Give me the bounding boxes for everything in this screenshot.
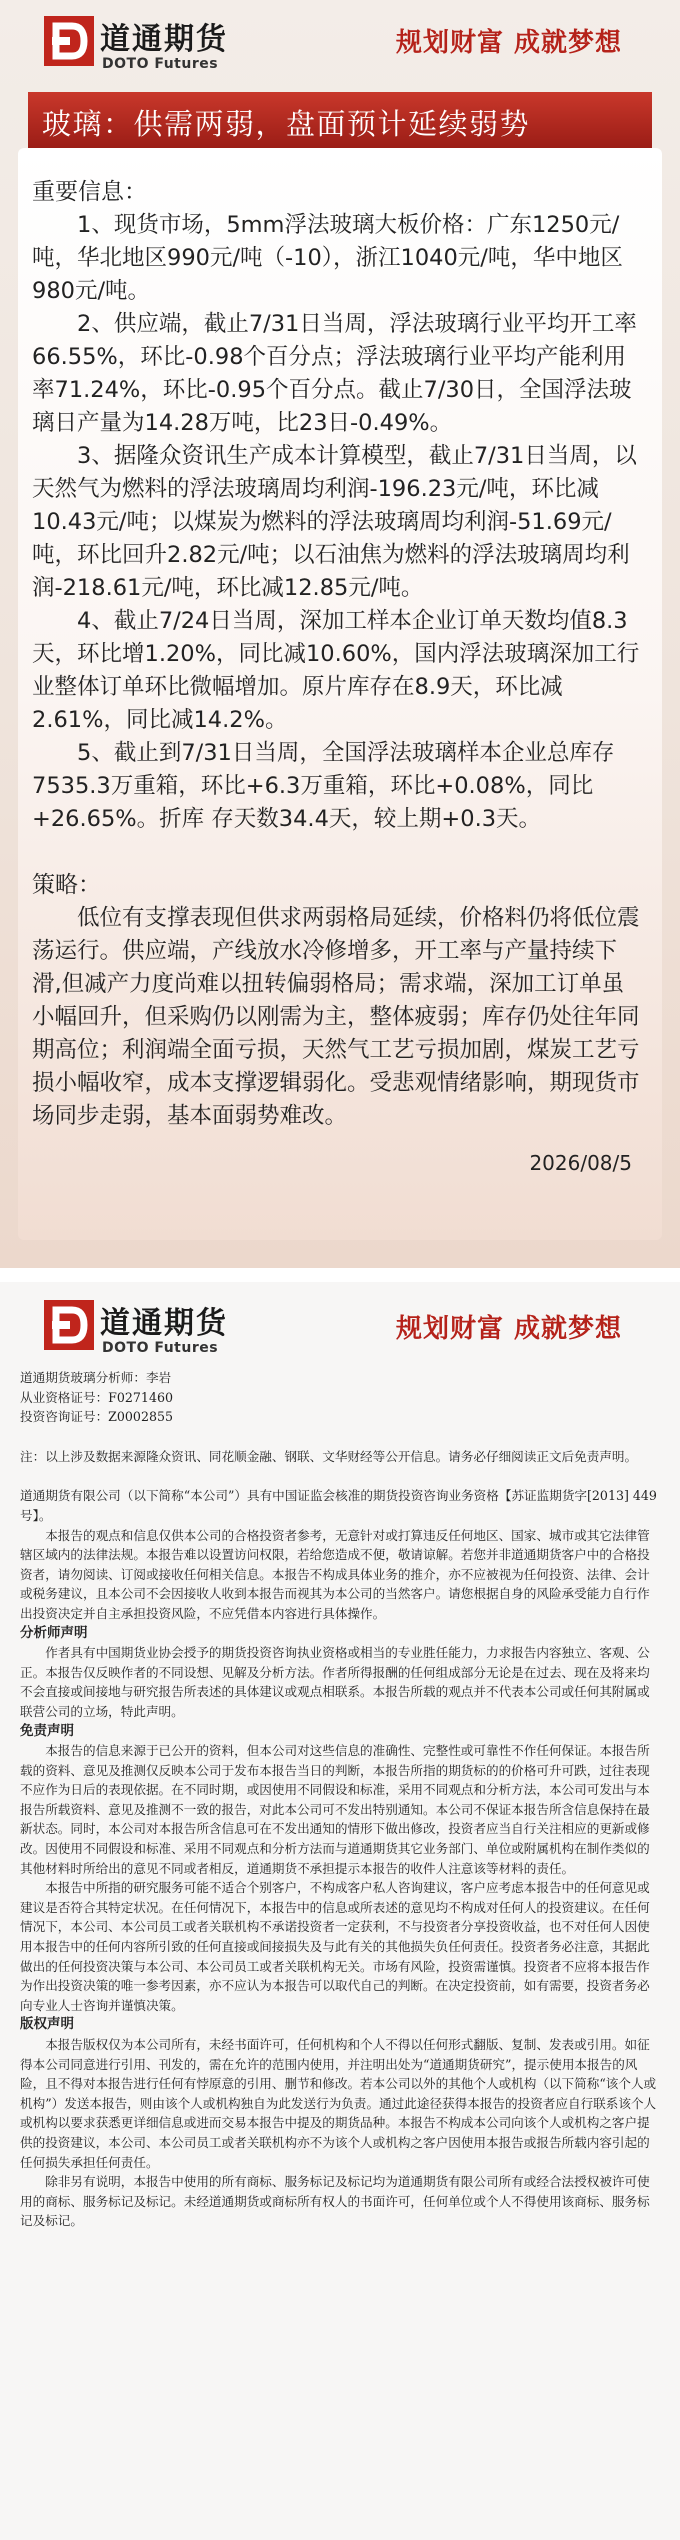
report-date: 2026/08/5 [529,1151,632,1175]
brand-name-cn: 道通期货 [100,1306,228,1341]
company-intro-body: 本报告的观点和信息仅供本公司的合格投资者参考，无意针对或打算违反任何地区、国家、城市或其它法律管辖区域内的法律法规。本报告难以设置访问权限，若给您造成不便，敬请谅解。若您并非道通期货客户中的合格投资者，请勿阅读、订阅或接收任何相关信息。本报告不构成具体业务的推介，亦不应被视为任何投资、法律、会计或税务建议，且本公司不会因接收人收到本报告而视其为本公司的当然客户。请您根据自身的风险承受能力自行作出投资决定并自主承担投资风险，不应凭借本内容进行具体操作。 [20,1527,650,1621]
copyright-text: 本报告版权仅为本公司所有，未经书面许可，任何机构和个人不得以任何形式翻版、复制、发表或引用。如征得本公司同意进行引用、刊发的，需在允许的范围内使用，并注明出处为“道通期货研究”，提示使用本报告的风险，且不得对本报告进行任何有悖原意的引用、删节和修改。若本公司以外的其他个人或机构（以下简称“该个人或机构”）发送本报告，则由该个人或机构独自为此发送行为负责。通过此途径获得本报告的投资者应自行联系该个人或机构以要求获悉更详细信息或进而交易本报告中提及的期货品种。本报告不构成本公司向该个人或机构之客户提供的投资建议，本公司、本公司员工或者关联机构亦不为该个人或机构之客户因使用本报告或报告所载内容引起的任何损失承担任何责任。 [20,2037,657,2170]
doto-logo-icon [44,1300,94,1350]
disclaimer-section [0,1268,680,2540]
analyst-line: 道通期货玻璃分析师：李岩 [20,1370,172,1385]
report-body [32,176,644,1133]
data-source-note: 注：以上涉及数据来源隆众资讯、同花顺金融、钢联、文华财经等公开信息。请务必仔细阅读正文后免责声明。 [20,1448,638,1464]
key-info-heading: 重要信息： [32,179,147,205]
report-title: 玻璃：供需两弱，盘面预计延续弱势 [42,107,531,141]
consulting-line: 投资咨询证号：Z0002855 [20,1409,173,1425]
report-card [18,148,662,1240]
brand-name-en: DOTO Futures [102,56,219,72]
disclaimer-text: 本报告的信息来源于已公开的资料，但本公司对这些信息的准确性、完整性或可靠性不作任何保证。本报告所载的资料、意见及推测仅反映本公司于发布本报告当日的判断，本报告所指的期货标的的价格可升可跌，过往表现不应作为日后的表现依据。在不同时期，或因使用不同假设和标准，采用不同观点和分析方法，本公司可发出与本报告所载资料、意见及推测不一致的报告，对此本公司可不发出特别通知。本公司不保证本报告所含信息保持在最新状态。同时，本公司对本报告所含信息可在不发出通知的情形下做出修改，投资者应当自行关注相应的更新或修改。因使用不同假设和标准、采用不同观点和分析方法而与道通期货其它业务部门、单位或附属机构在制作类似的其他材料时所给出的意见不同或者相反，道通期货不承担提示本报告的收件人注意该等材料的责任。 [20,1743,650,1876]
company-intro: 道通期货有限公司（以下简称“本公司”）具有中国证监会核准的期货投资咨询业务资格【苏证监期货字[2013] 449号】。 [20,1488,657,1523]
brand-name-en: DOTO Futures [102,1340,219,1356]
report-title-bar [28,92,652,148]
key-info-item: 2、供应端，截止7/31日当周，浮法玻璃行业平均开工率 66.55%，环比-0.98个百分点；浮法玻璃行业平均产能利用率71.24%，环比-0.95个百分点。截止7/30日，全国浮法玻璃日产量为14.28万吨，比23日-0.49%。 [32,311,637,436]
analyst-statement-heading: 分析师声明 [20,1624,88,1641]
key-info-item: 4、截止7/24日当周，深加工样本企业订单天数均值8.3天，环比增1.20%，同比减10.60%，国内浮法玻璃深加工行业整体订单环比微幅增加。原片库存在8.9天，环比减2.61%，同比减14.2%。 [32,608,640,733]
qualification-line: 从业资格证号：F0271460 [20,1389,173,1405]
brand-slogan: 规划财富 成就梦想 [395,1314,622,1344]
trademark-text: 除非另有说明，本报告中使用的所有商标、服务标记及标记均为道通期货有限公司所有或经合法授权被许可使用的商标、服务标记及标记。未经道通期货或商标所有权人的书面许可，任何单位或个人不得使用该商标、服务标记及标记。 [20,2174,650,2229]
report-section [0,0,680,1268]
brand-name-cn: 道通期货 [100,22,228,57]
key-info-item: 5、截止到7/31日当周，全国浮法玻璃样本企业总库存7535.3万重箱，环比+6.3万重箱，环比+0.08%，同比+26.65%。折库 存天数34.4天，较上期+0.3天。 [32,740,615,832]
brand-header-2 [0,1296,680,1366]
disclaimer-heading: 免责声明 [20,1722,74,1739]
copyright-heading: 版权声明 [20,2016,74,2033]
strategy-text: 低位有支撑表现但供求两弱格局延续，价格料仍将低位震荡运行。供应端，产线放水冷修增多，开工率与产量持续下滑,但减产力度尚难以扭转偏弱格局；需求端，深加工订单虽小幅回升，但采购仍以刚需为主，整体疲弱；库存仍处往年同期高位；利润端全面亏损，天然气工艺亏损加剧，煤炭工艺亏损小幅收窄，成本支撑逻辑弱化。受悲观情绪影响，期现货市场同步走弱，基本面弱势难改。 [32,905,640,1129]
disclaimer-text: 本报告中所指的研究服务可能不适合个别客户，不构成客户私人咨询建议，客户应考虑本报告中的任何意见或建议是否符合其特定状况。在任何情况下，本报告中的信息或所表述的意见均不构成对任何人的投资建议。在任何情况下，本公司、本公司员工或者关联机构不承诺投资者一定获利，不与投资者分享投资收益，也不对任何人因使用本报告中的任何内容所引致的任何直接或间接损失及与此有关的其他损失负任何责任。投资者务必注意，其据此做出的任何投资决策与本公司、本公司员工或者关联机构无关。市场有风险，投资需谨慎。投资者不应将本报告作为作出投资决策的唯一参考因素，亦不应认为本报告可以取代自己的判断。在决定投资前，如有需要，投资者务必向专业人士咨询并谨慎决策。 [20,1880,650,2013]
brand-slogan: 规划财富 成就梦想 [395,28,622,58]
analyst-statement-text: 作者具有中国期货业协会授予的期货投资咨询执业资格或相当的专业胜任能力，力求报告内容独立、客观、公正。本报告仅反映作者的不同设想、见解及分析方法。作者所得报酬的任何组成部分无论是在过去、现在及将来均不会直接或间接地与研究报告所表述的具体建议或观点相联系。本报告所载的观点并不代表本公司或任何其附属或联营公司的立场，特此声明。 [20,1645,650,1719]
key-info-item: 3、据隆众资讯生产成本计算模型，截止7/31日当周，以天然气为燃料的浮法玻璃周均利润-196.23元/吨，环比减10.43元/吨；以煤炭为燃料的浮法玻璃周均利润-51.69元/吨，环比回升2.82元/吨；以石油焦为燃料的浮法玻璃周均利润-218.61元/吨，环比减12.85元/吨。 [32,443,637,601]
doto-logo-icon [44,16,94,66]
brand-header [0,0,680,88]
section-divider [0,1268,680,1282]
strategy-heading: 策略： [32,872,101,898]
key-info-item: 1、现货市场，5mm浮法玻璃大板价格：广东1250元/吨，华北地区990元/吨（-10），浙江1040元/吨，华中地区980元/吨。 [32,212,623,304]
disclaimer-body [20,1368,660,2231]
